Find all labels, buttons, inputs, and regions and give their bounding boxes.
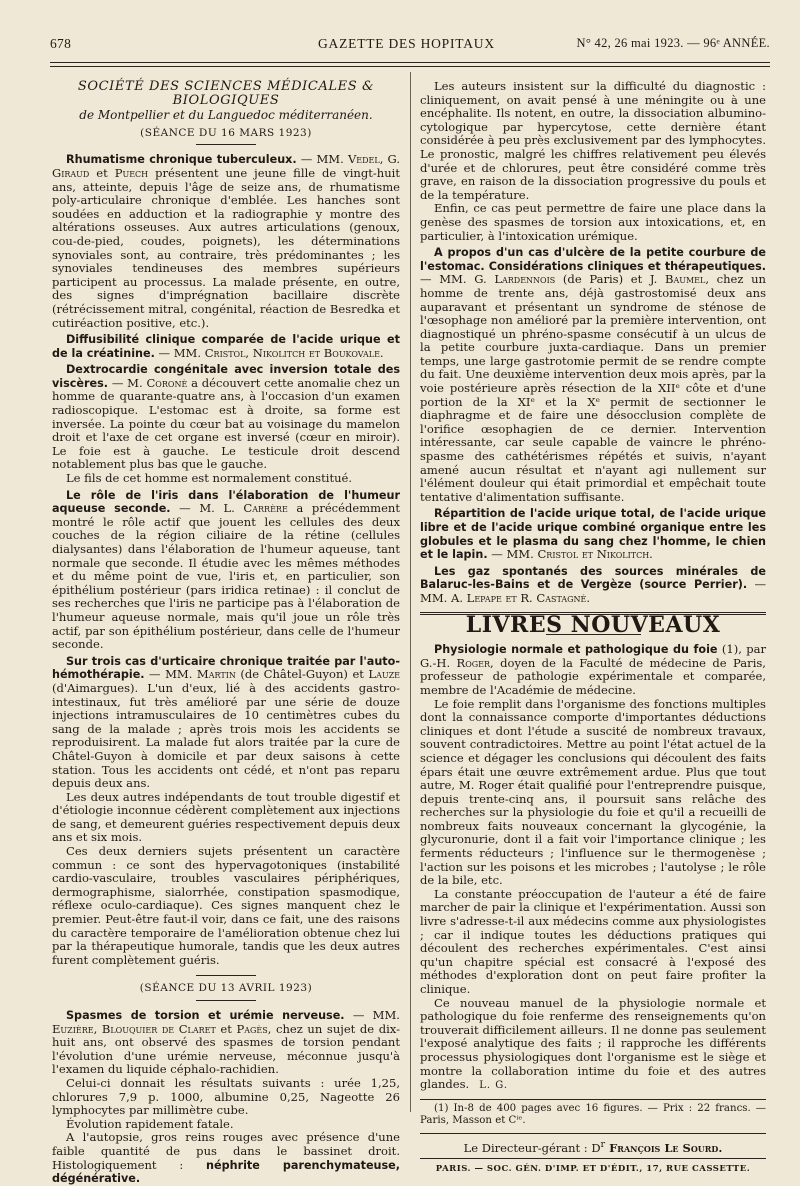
author-name: G.-H. Roger <box>420 655 491 670</box>
footnote: (1) In-8 de 400 pages avec 16 figures. — Prix : 22 francs. — Paris, Masson et Cⁱᵉ. <box>420 1102 766 1126</box>
article-paragraph: Les auteurs insistent sur la difficulté du diagnostic : cliniquement, on avait pensé à une méningite ou à une encéphalite. Ils notent, en outre, la dissociation albumino-cytologique par hypercytose, cette dernière étant considérée à peu près exclusivement par des lymphocytes. Le pronostic, malgré les chiffres relativement peu élevés d'urée et de chlorures, peut être considéré comme très grave, en raison de la dissociation progressive du pouls et de la température. <box>420 79 766 202</box>
article-paragraph: Celui-ci donnait les résultats suivants : urée 1,25, chlorures 7,9 p. 1000, albumine 0,25, Nageotte 26 lymphocytes par millimètre cube. <box>52 1075 400 1118</box>
director-name: François Le Sourd. <box>605 1140 723 1155</box>
article-title: Dextrocardie congénitale avec inversion totale des viscères. <box>52 363 400 390</box>
diagnosis-bold: néphrite parenchymateuse, dégénérative. <box>52 1158 401 1186</box>
left-column <box>52 80 400 1186</box>
author-name: J. Baumel <box>649 272 706 287</box>
section-rule-thin <box>420 1158 766 1159</box>
section-heading: LIVRES NOUVEAUX <box>465 611 721 638</box>
article-paragraph: Enfin, ce cas peut permettre de faire une place dans la genèse des spasmes de torsion aux intoxications, et, en particulier, à l'intoxication urémique. <box>420 201 766 243</box>
article-paragraph: Spasmes de torsion et urémie nerveuse. — MM. Euzière, Blouquier de Claret et Pagès, chez un sujet de dix-huit ans, ont observé des spasmes de torsion pendant l'évolution d'une urémie nerveuse, méconnue jusqu'à l'examen du liquide céphalo-rachidien. <box>52 1008 400 1077</box>
book-title: Physiologie normale et pathologique du foie <box>434 643 718 657</box>
author-name: Lauze <box>368 667 401 682</box>
article-title: Sur trois cas d'urticaire chronique traitée par l'auto-hémothérapie. <box>52 654 400 682</box>
article-paragraph: Le fils de cet homme est normalement constitué. <box>66 471 353 486</box>
seance-heading: (SÉANCE DU 16 MARS 1923) <box>140 126 312 139</box>
society-subtitle: de Montpellier et du Languedoc méditerranéen. <box>79 108 373 123</box>
review-paragraph: Ce nouveau manuel de la physiologie normale et pathologique du foie renferme des renseignements qu'on trouverait difficilement ailleurs. Il ne donne pas seulement l'exposé analytique des faits ; il rapproche les différents processus physiologiques dont l'organisme est le siège et montre la collaboration intime du foie et des autres glandes. L. G. <box>420 995 766 1092</box>
article-paragraph: Diffusibilité clinique comparée de l'acide urique et de la créatinine. — MM. Cristol, Nikolitch et Boukovale. <box>52 333 400 360</box>
issue-date: N° 42, 26 mai 1923. — 96ᵉ ANNÉE. <box>576 36 770 50</box>
author-name: Vedel <box>347 152 380 167</box>
short-rule <box>196 144 256 145</box>
article-paragraph: A l'autopsie, gros reins rouges avec présence d'une faible quantité de pus dans le bassinet droit. Histologiquement : néphrite parenchymateuse, dégénérative. <box>52 1130 401 1186</box>
author-name: Cristol, Nikolitch et Boukovale. <box>204 345 384 360</box>
author-name: Pagès <box>236 1021 268 1036</box>
society-title: SOCIÉTÉ DES SCIENCES MÉDICALES & BIOLOGIQUES <box>77 79 375 108</box>
journal-title: GAZETTE DES HOPITAUX <box>318 36 495 51</box>
short-rule <box>196 1000 256 1001</box>
director-line: Le Directeur-gérant : $D^r$ François Le Sourd. <box>463 1138 723 1155</box>
author-name: Martin <box>196 667 236 682</box>
article-title: Rhumatisme chronique tuberculeux. <box>66 153 297 167</box>
printer-line: PARIS. — SOC. GÉN. D'IMP. ET D'ÉDIT., 17, RUE CASSETTE. <box>435 1164 751 1175</box>
page-number: 678 <box>50 36 72 51</box>
review-signature: L. G. <box>479 1080 509 1092</box>
article-title: Spasmes de torsion et urémie nerveuse. <box>66 1009 345 1022</box>
article-paragraph: Les gaz spontanés des sources minérales de Balaruc-les-Bains et de Vergèze (source Perrier). — MM. A. Lepape et R. Castagné. <box>420 564 766 605</box>
article-paragraph: Ces deux derniers sujets présentent un caractère commun : ce sont des hypervagotoniques (instabilité cardio-vasculaire, troubles vasculaires périphériques, dermographisme, sialorrhée, constipation spasmodique, réflexe oculo-cardiaque). Ces signes manquent chez le premier. Peut-être faut-il voir, dans ce fait, une des raisons du caractère temporaire de l'amélioration obtenue chez lui par la thérapeutique humorale, tandis que les deux autres furent complètement guéris. <box>52 844 400 967</box>
author-name: Carrère <box>243 501 288 516</box>
article-paragraph: Répartition de l'acide urique total, de l'acide urique libre et de l'acide urique combiné organique entre les globules et le plasma du sang chez l'homme, le chien et le lapin. — MM. Cristol et Nikolitch. <box>420 507 766 562</box>
article-paragraph: Les deux autres indépendants de tout trouble digestif et d'étiologie inconnue cédèrent complètement aux injections de sang, et demeurent guéries respectivement depuis deux ans et six mois. <box>52 789 400 845</box>
author-name: Blouquier de Claret <box>101 1021 216 1036</box>
article-paragraph: Sur trois cas d'urticaire chronique traitée par l'auto-hémothérapie. — MM. Martin (de Châtel-Guyon) et Lauze (d'Aimargues). L'un d'eux, lié à des accidents gastro-intestinaux, fut très amélioré par une série de douze injections intramusculaires de 10 centimètres cubes du sang de la malade ; après trois mois les accidents se reproduisirent. La malade fut alors traitée par la cure de Châtel-Guyon à domicile et par deux saisons à cette station. Tous les accidents ont cédé, et n'ont pas reparu depuis deux ans. <box>52 654 401 791</box>
article-paragraph: Évolution rapidement fatale. <box>66 1116 234 1131</box>
author-name: Coronè <box>146 375 188 390</box>
seance-heading: (SÉANCE DU 13 AVRIL 1923) <box>139 982 313 995</box>
author-name: Puech <box>114 165 149 180</box>
article-paragraph: Dextrocardie congénitale avec inversion totale des viscères. — M. Coronè a découvert cette anomalie chez un homme de quarante-quatre ans, à l'occasion d'un examen radioscopique. L'estomac est à droite, sa forme est inversée. La pointe du cœur bat au voisinage du mamelon droit et l'axe de cet organe est inversé (cœur en miroir). Le foie est à gauche. Le testicule droit descend notablement plus bas que le gauche. <box>52 363 400 472</box>
review-paragraph: La constante préoccupation de l'auteur a été de faire marcher de pair la clinique et l'expérimentation. Aussi son livre s'adresse-t-il aux médecins comme aux physiologistes ; car il indique toutes les déductions pratiques qui découlent des recherches expérimentales. C'est ainsi qu'un chapitre spécial est consacré à l'exposé des méthodes d'exploration dont on peut faire profiter la clinique. <box>420 886 766 996</box>
article-title: A propos d'un cas d'ulcère de la petite courbure de l'estomac. Considérations cliniques et thérapeutiques. <box>420 246 766 273</box>
column-divider <box>410 72 411 1112</box>
article-paragraph: Le rôle de l'iris dans l'élaboration de l'humeur aqueuse seconde. — M. L. Carrère a précédemment montré le rôle actif que jouent les cellules des deux couches de la région ciliaire de la rétine (cellules dialysantes) dans l'élaboration de l'humeur aqueuse, tant normale que seconde. Il étudie avec les mêmes méthodes et du même point de vue, l'iris et, en particulier, son épithélium postérieur (pars iridica retinae) : il conclut de ses recherches que l'iris ne participe pas à l'élaboration de l'humeur aqueuse normale, mais qu'il joue un rôle très actif, par son épithélium postérieur, dans celle de l'humeur seconde. <box>52 488 401 652</box>
review-paragraph: Le foie remplit dans l'organisme des fonctions multiples dont la connaissance comporte d'importantes déductions cliniques et dont l'étude a suscité de nombreux travaux, souvent contradictoires. Mettre au point l'état actuel de la science et dégager les conclusions qui découlent des faits épars était une œuvre extrêmement ardue. Plus que tout autre, M. Roger était qualifié pour l'entreprendre puisque, depuis trente-cinq ans, il poursuit sans relâche des recherches sur la physiologie du foie et qu'il a recueilli de nombreux faits nouveaux concernant la glycogénie, la glycuronurie, dont il a fait voir l'importance clinique ; les ferments réducteurs ; l'influence sur le thermogenèse ; l'action sur les poisons et les microbes ; l'autolyse ; le rôle de la bile, etc. <box>420 696 766 888</box>
article-paragraph: A propos d'un cas d'ulcère de la petite courbure de l'estomac. Considérations cliniques et thérapeutiques. — MM. G. Lardennois (de Paris) et J. Baumel, chez un homme de trente ans, déjà gastrostomisé deux ans auparavant et présentant un syndrome de sténose de l'œsophage non amélioré par la première intervention, ont diagnostiqué un phréno-spasme consécutif à un ulcus de la petite courbure juxta-cardiaque. Dans un premier temps, une large gastrotomie permit de se rendre compte du fait. Une deuxième intervention deux mois après, par la voie postérieure après résection de la XIIᵉ côte et d'une portion de la XIᵉ et la Xᵉ permit de sectionner le diaphragme et de faire une désocclusion complète de l'orifice œsophagien de ce dernier. Intervention intéressante, car seule capable de vaincre le phréno-spasme des cathétérismes répétés et suivis, n'ayant amené aucun résultat et n'ayant agi nullement sur l'élément douleur qui était primordial et empêchait toute tentative d'alimentation suffisante. <box>420 246 766 504</box>
running-header <box>50 36 770 58</box>
short-rule <box>196 975 256 976</box>
section-rule <box>420 1133 766 1134</box>
article-title: Diffusibilité clinique comparée de l'acide urique et de la créatinine. <box>52 333 400 360</box>
header-rule <box>50 62 770 63</box>
author-name: G. Lardennois <box>474 272 556 287</box>
header-rule-thin <box>50 66 770 67</box>
book-entry: Physiologie normale et pathologique du foie (1), par G.-H. Roger, doyen de la Faculté de médecine de Paris, professeur de pathologie expérimentale et comparée, membre de l'Académie de médecine. <box>420 642 766 697</box>
author-name: A. Lepape et R. Castagné. <box>451 590 591 605</box>
article-title: Les gaz spontanés des sources minérales de Balaruc-les-Bains et de Vergèze (source Perrier). <box>420 564 766 592</box>
author-name: Cristol et Nikolitch. <box>537 547 653 562</box>
author-name: G. Giraud <box>52 152 400 180</box>
footnote-rule <box>420 1099 766 1100</box>
author-name: Euzière <box>52 1021 94 1036</box>
article-paragraph: Rhumatisme chronique tuberculeux. — MM. Vedel, G. Giraud et Puech présentent une jeune fille de vingt-huit ans, atteinte, depuis l'âge de seize ans, de rhumatisme poly-articulaire chronique d'emblée. Les hanches sont soudées en adduction et la radiographie y montre des altérations osseuses. Aux autres articulations (genoux, cou-de-pied, coudes, poignets), les déterminations synoviales sont, au contraire, très prédominantes ; les synoviales tendineuses des membres supérieurs participent au processus. La malade présente, en outre, des signes d'imprégnation bacillaire discrète (rétrécissement mitral, congénital, réaction de Besredka et cutiréaction positive, etc.). <box>52 152 400 330</box>
right-column <box>420 80 766 1177</box>
article-title: Le rôle de l'iris dans l'élaboration de l'humeur aqueuse seconde. <box>52 488 400 516</box>
article-title: Répartition de l'acide urique total, de l'acide urique libre et de l'acide urique combiné organique entre les globules et le plasma du sang chez l'homme, le chien et le lapin. <box>420 507 766 562</box>
